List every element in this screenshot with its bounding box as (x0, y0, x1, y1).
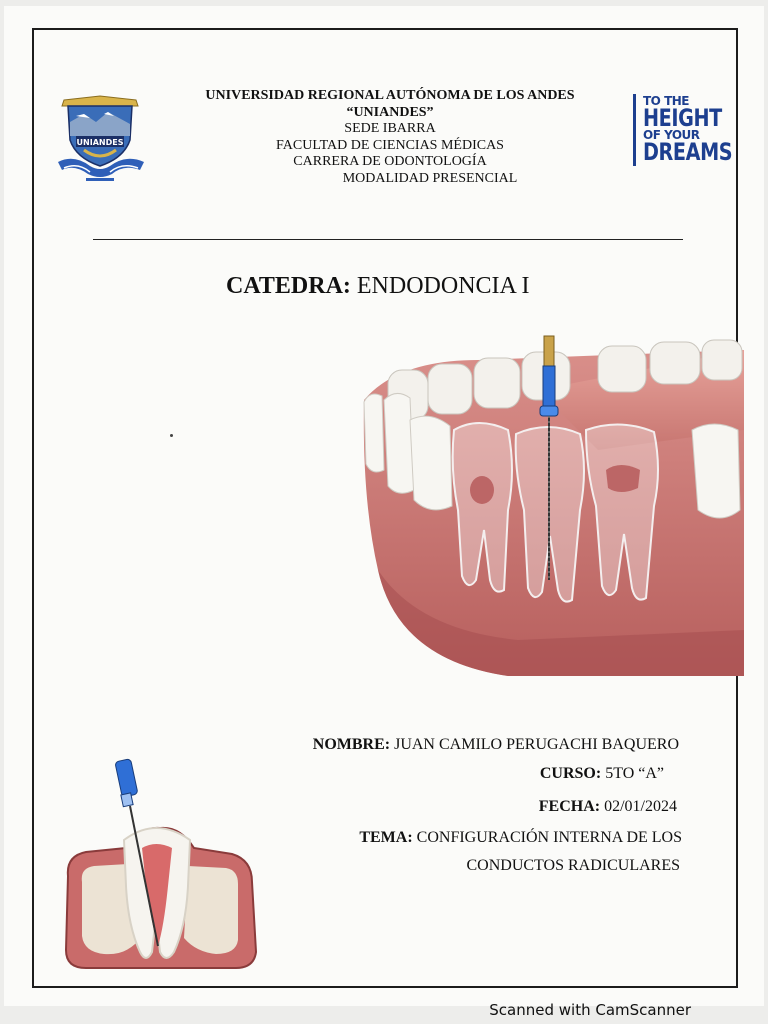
fecha-value: 02/01/2024 (604, 798, 677, 815)
header-divider (93, 239, 683, 240)
scanner-watermark: Scanned with CamScanner (489, 1001, 691, 1019)
campus: SEDE IBARRA (344, 121, 436, 136)
curso-value: 5TO “A” (605, 765, 664, 782)
catedra-label: CATEDRA: (226, 273, 351, 299)
slogan-logo (633, 94, 733, 166)
institution-block (180, 88, 600, 187)
slogan-line-1: TO THE (643, 94, 689, 108)
curso-label: CURSO: (539, 765, 602, 782)
tema-label: TEMA: (359, 829, 413, 846)
slogan-line-3: OF YOUR (643, 128, 700, 142)
field-tema (359, 829, 682, 847)
modality: MODALIDAD PRESENCIAL (342, 170, 518, 186)
slogan-line-2: HEIGHT (643, 104, 722, 132)
faculty: FACULTAD DE CIENCIAS MÉDICAS (276, 137, 504, 153)
field-nombre (313, 736, 679, 754)
field-tema-continued (466, 857, 680, 875)
slogan-line-4: DREAMS (643, 138, 733, 166)
tema-value-line-2: CONDUCTOS RADICULARES (466, 857, 680, 874)
university-acronym: “UNIANDES” (346, 104, 434, 120)
slogan-bar (633, 94, 636, 166)
university-crest-icon (54, 92, 146, 188)
nombre-label: NOMBRE: (312, 736, 391, 753)
jaw-root-canal-illustration (358, 330, 744, 680)
catedra-heading (226, 273, 530, 300)
field-fecha (539, 798, 677, 816)
catedra-value: ENDODONCIA I (356, 273, 530, 299)
tema-value-line-1: CONFIGURACIÓN INTERNA DE LOS (416, 829, 682, 846)
tooth-endodontic-file-illustration (56, 756, 266, 972)
career: CARRERA DE ODONTOLOGÍA (293, 154, 487, 169)
crest-text: UNIANDES (76, 138, 124, 147)
nombre-value: JUAN CAMILO PERUGACHI BAQUERO (394, 736, 679, 753)
university-name: UNIVERSIDAD REGIONAL AUTÓNOMA DE LOS ANDES (205, 88, 575, 103)
speck (170, 434, 173, 437)
field-curso (540, 765, 664, 783)
fecha-label: FECHA: (538, 798, 601, 815)
